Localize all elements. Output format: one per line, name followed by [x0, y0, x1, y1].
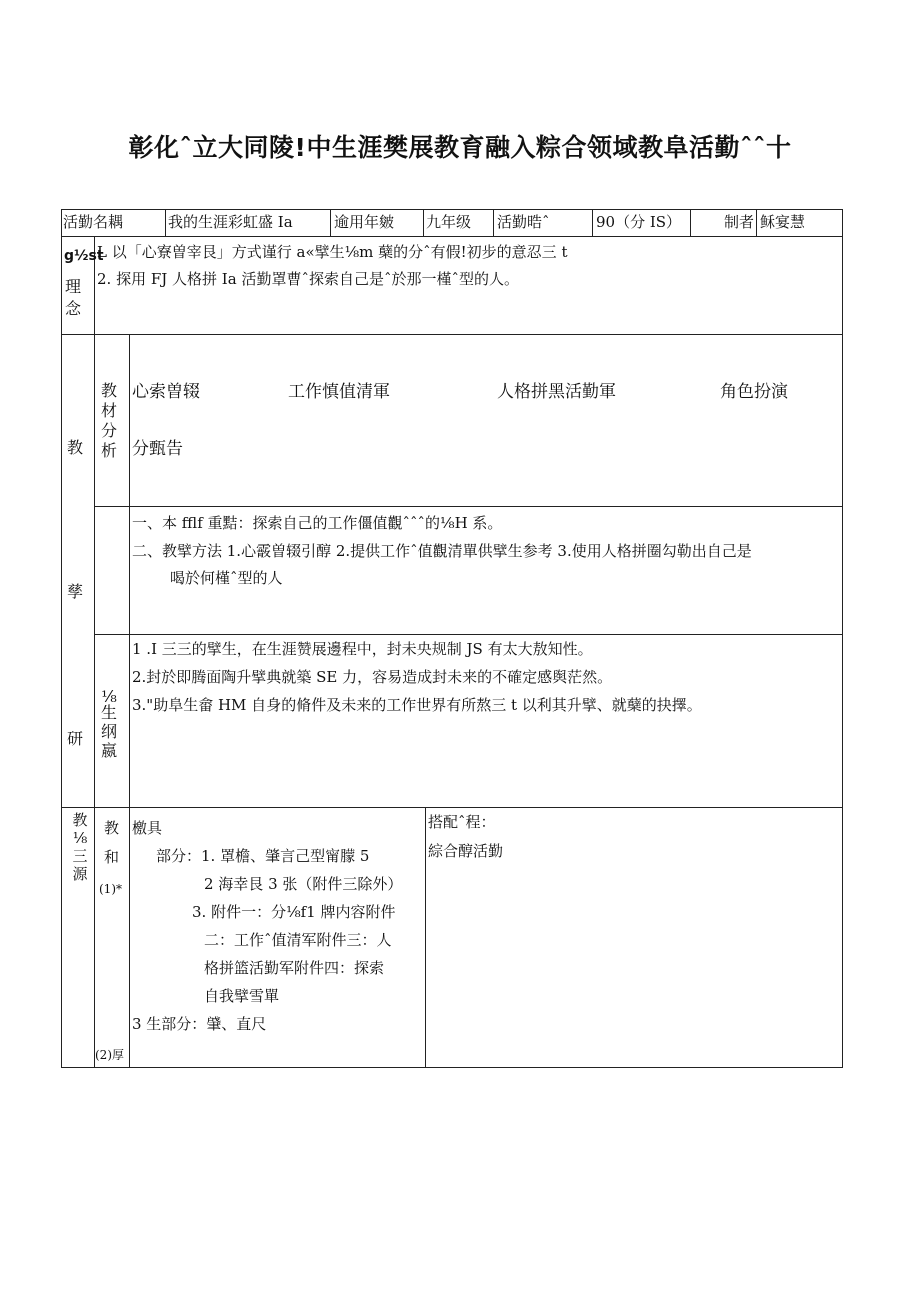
material-item: 工作慎值清軍 [288, 382, 390, 402]
material-item: 角色扮演 [720, 382, 788, 402]
teaching-side-label-3: 研 [66, 729, 83, 748]
resource-line: 格拼篮活勤军附件四：探索 [204, 959, 385, 977]
author-label: 制者 [724, 213, 755, 231]
concept-line-1: L 以「心寮曽宰艮」方式谨行 a«擘生⅛m 蘖的分ˆ有假!初步的意忍三 t [97, 243, 568, 261]
activity-name-label: 活勤名耦 [63, 213, 124, 231]
grade-label: 逾用年皴 [334, 213, 395, 231]
resources-course-value: 綜合醇活勤 [428, 842, 504, 860]
student-analysis-mark: ⅛ [101, 687, 117, 706]
resource-line: 部分：1. 罩檐、肇言己型甯朦 5 [156, 847, 370, 865]
page-title: 彰化ˆ立大同陵!中生涯樊展教育融入粽合领域教阜活勤ˆˆ十 [128, 133, 792, 162]
activity-name: 我的生涯彩虹盛 Ia [168, 213, 293, 231]
resources-side-label: 教⅛三源 [72, 811, 88, 883]
teaching-side-label-1: 教 [66, 438, 83, 457]
resources-col-label-c: (1)* [99, 882, 122, 896]
material-analysis-label: 教材分析 [100, 381, 117, 460]
grade: 九年级 [426, 213, 472, 231]
resources-course-label: 搭配ˆ程： [428, 813, 496, 831]
time-label: 活勤晧ˆ [497, 213, 550, 231]
resource-line: 2 海幸艮 3 张（附件三除外） [204, 875, 403, 893]
teaching-side-label-2: 孳 [66, 582, 83, 601]
resource-line: 3. 附件一：分⅛f1 牌内容附件 [192, 903, 396, 921]
concept-line-2: 2. 探用 FJ 人格拼 Ia 活勤罩曹ˆ探索自己是ˆ於那一槿ˆ型的人。 [97, 270, 519, 288]
resources-col-label-b: 和 [104, 848, 120, 866]
student-line-1: 1 .I 三三的擘生，在生涯赞展邊程中，封未央规制 JS 有太大敖知性。 [132, 640, 593, 658]
method-line-2: 二、教擘方法 1.心霰曽辍引醇 2.提供工作ˆ值觀清單供擘生参考 3.使用人格拼圈勾勒出自己是 [132, 542, 752, 560]
resource-line: 檄具 [132, 819, 163, 837]
time: 90（分 IS） [596, 213, 682, 231]
author: 稣宴慧 [760, 213, 806, 231]
method-line-3: 喝於何槿ˆ型的人 [170, 569, 283, 587]
student-analysis-label: 生纲嬴 [100, 703, 117, 760]
resources-col-label-a: 教 [104, 819, 120, 837]
resource-line: 自我擘雪單 [204, 987, 280, 1005]
student-line-2: 2.封於即腾面陶升擘典就築 SE 力，容易造成封未来的不確定感舆茫然。 [132, 668, 613, 686]
material-item: 心索曽辍 [132, 382, 200, 402]
student-line-3: 3."助阜生畲 HM 自身的脩件及未来的工作世界有所熬三 t 以利其升擘、就蘖的抉擇。 [132, 696, 702, 714]
material-item: 人格拼黑活勤軍 [497, 382, 616, 402]
resource-line: 3 生部分：肈、直尺 [132, 1015, 267, 1033]
method-line-1: 一、本 fflf 重黠：探索自己的工作僵值觀ˆˆˆ的⅛H 系。 [132, 514, 503, 532]
concept-label-top: g½st [64, 248, 104, 264]
material-item: 分甄告 [132, 439, 183, 459]
resources-col-label-d: (2)厚 [95, 1048, 124, 1062]
concept-label: 理念 [65, 277, 82, 318]
resource-line: 二：工作ˆ值清军附件三：人 [204, 931, 392, 949]
